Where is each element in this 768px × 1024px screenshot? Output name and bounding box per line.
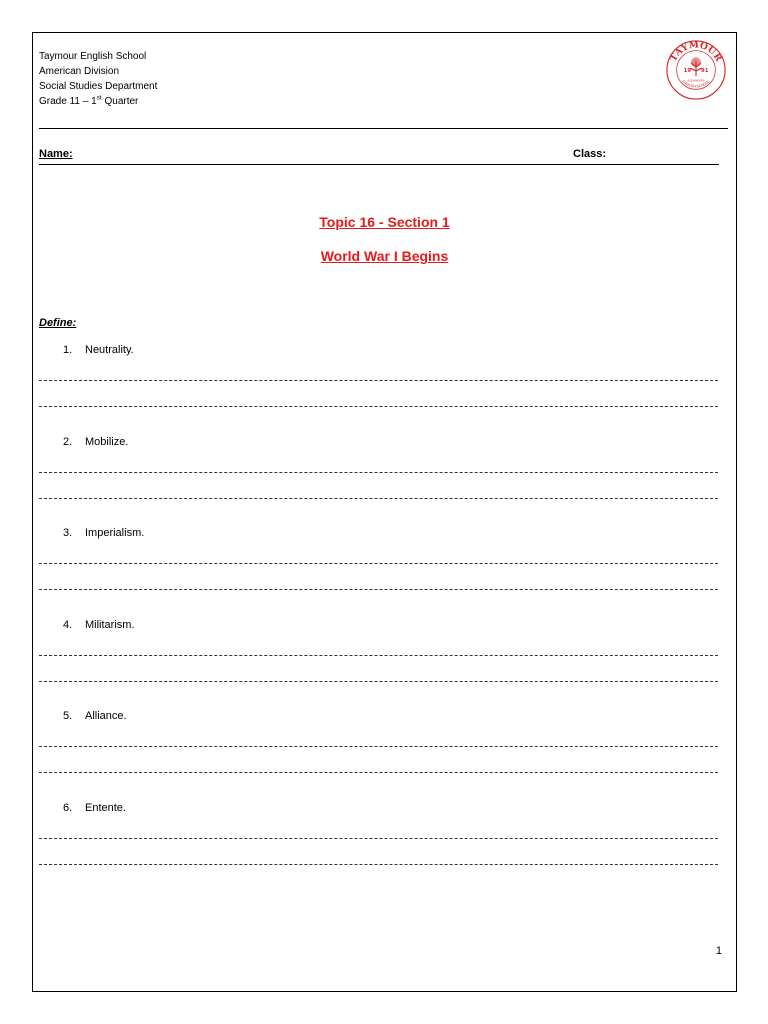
worksheet-page [32, 32, 737, 992]
grade-quarter [39, 94, 157, 109]
list-item [39, 436, 718, 526]
term-label [63, 710, 127, 722]
list-item [39, 619, 718, 709]
list-item [39, 527, 718, 617]
answer-line[interactable] [39, 746, 718, 747]
answer-line[interactable] [39, 563, 718, 564]
answer-line[interactable] [39, 380, 718, 381]
answer-line[interactable] [39, 772, 718, 773]
term-number: 3. [63, 527, 73, 539]
department-name: Social Studies Department [39, 81, 158, 92]
list-item [39, 710, 718, 800]
term-label [63, 619, 135, 631]
term-label [63, 802, 126, 814]
define-heading: Define: [39, 317, 77, 329]
term-text: Neutrality. [85, 344, 134, 356]
school-logo [665, 39, 727, 101]
school-info [39, 49, 157, 109]
grade-suffix: Quarter [101, 96, 139, 107]
answer-line[interactable] [39, 472, 718, 473]
answer-line[interactable] [39, 498, 718, 499]
division-name: American Division [39, 66, 120, 77]
answer-line[interactable] [39, 681, 718, 682]
name-label: Name: [39, 148, 73, 160]
term-label [63, 436, 128, 448]
list-item [39, 802, 718, 892]
term-number: 4. [63, 619, 73, 631]
class-label: Class: [573, 148, 607, 160]
logo-year-right: 91 [701, 67, 709, 74]
term-text: Alliance. [85, 710, 127, 722]
grade-superscript: st [96, 94, 102, 102]
term-text: Entente. [85, 802, 126, 814]
page-number: 1 [715, 945, 722, 957]
term-label [63, 344, 134, 356]
header-divider [39, 128, 728, 129]
term-text: Mobilize. [85, 436, 129, 448]
answer-line[interactable] [39, 589, 718, 590]
list-item [39, 344, 718, 434]
answer-line[interactable] [39, 838, 718, 839]
term-text: Militarism. [85, 619, 135, 631]
answer-line[interactable] [39, 655, 718, 656]
term-number: 2. [63, 436, 73, 448]
answer-line[interactable] [39, 406, 718, 407]
term-number: 5. [63, 710, 73, 722]
term-number: 1. [63, 344, 73, 356]
logo-center-text: ALEXANDRIA [687, 78, 705, 83]
logo-bottom-text: ENGLISH SCHOOL [681, 79, 711, 89]
logo-year-left: 19 [683, 67, 691, 74]
topic-title: Topic 16 - Section 1 [319, 214, 450, 230]
term-label [63, 527, 144, 539]
grade-prefix: Grade 11 – 1 [39, 96, 97, 107]
name-class-row [39, 148, 719, 165]
section-title: World War I Begins [320, 248, 449, 264]
term-text: Imperialism. [85, 527, 145, 539]
logo-top-text: TAYMOUR [667, 39, 725, 64]
answer-line[interactable] [39, 864, 718, 865]
school-name: Taymour English School [39, 51, 147, 62]
term-number: 6. [63, 802, 73, 814]
